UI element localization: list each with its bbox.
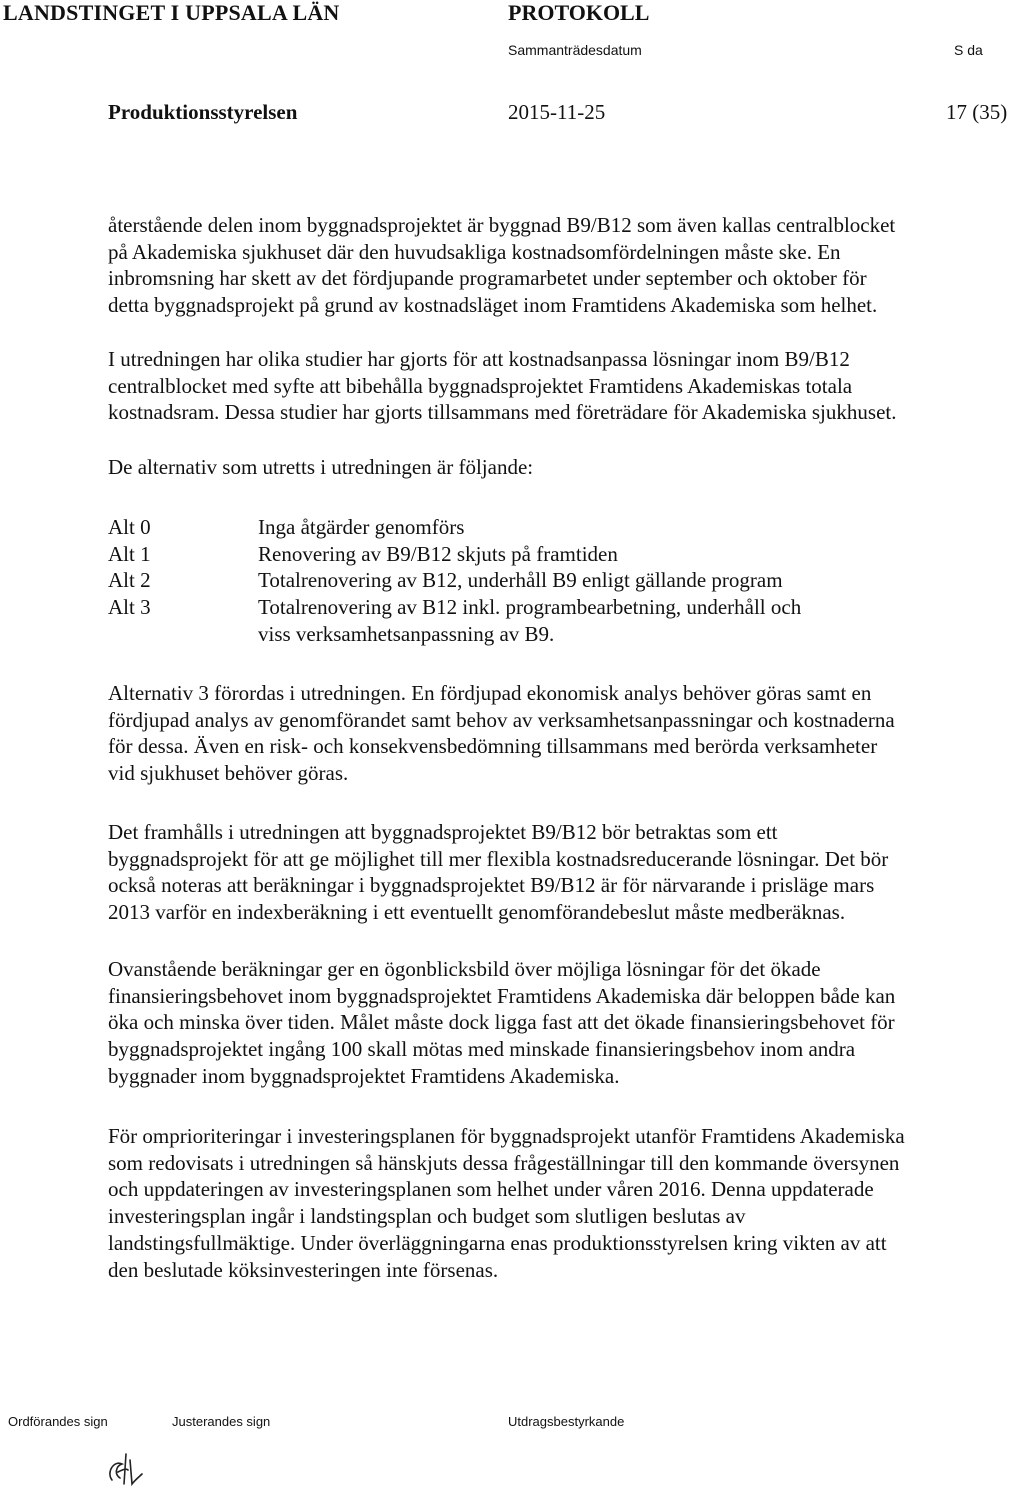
text-line: I utredningen har olika studier har gjorts för att kostnadsanpassa lösningar inom B9/B12: [108, 347, 850, 371]
alternative-code: Alt 1: [108, 541, 151, 566]
alternative-code: Alt 2: [108, 568, 151, 593]
paragraph: [108, 819, 1024, 926]
alternative-item: [108, 594, 801, 647]
paragraph: [108, 1123, 1024, 1283]
meeting-date: 2015-11-25: [508, 100, 606, 124]
text-line: För omprioriteringar i investeringsplanen för byggnadsprojekt utanför Framtidens Akademiska: [108, 1124, 905, 1148]
text-line: finansieringsbehovet inom byggnadsprojektet Framtidens Akademiska där beloppen både kan: [108, 983, 896, 1008]
alternative-item: [108, 567, 801, 594]
chair-signature-label: Ordförandes sign: [8, 1414, 108, 1429]
document-type: PROTOKOLL: [508, 0, 650, 25]
text-line: byggnader inom byggnadsprojektet Framtidens Akademiska.: [108, 1063, 620, 1088]
text-line: Totalrenovering av B12 inkl. programbearbetning, underhåll och: [258, 595, 802, 620]
text-line: viss verksamhetsanpassning av B9.: [258, 621, 555, 646]
text-line: som redovisats i utredningen så hänskjuts dessa frågeställningar till den kommande översynen: [108, 1150, 900, 1175]
text-line: byggnadsprojektet ingång 100 skall mötas med minskade finansieringsbehov inom andra: [108, 1037, 856, 1062]
text-line: inbromsning har skett av det fördjupande programarbetet under september och oktober för: [108, 266, 867, 291]
text-line: och uppdateringen av investeringsplanen som helhet under våren 2016. Denna uppdaterade: [108, 1177, 874, 1202]
text-line: Inga åtgärder genomförs: [258, 515, 465, 539]
text-line: på Akademiska sjukhuset där den huvudsakliga kostnadsomfördelningen måste ske. En: [108, 239, 841, 264]
alternative-item: [108, 514, 801, 541]
text-line: investeringsplan ingår i landstingsplan och budget som slutligen beslutas av: [108, 1204, 746, 1229]
text-line: Det framhålls i utredningen att byggnadsprojektet B9/B12 bör betraktas som ett: [108, 820, 778, 844]
text-line: Renovering av B9/B12 skjuts på framtiden: [258, 541, 618, 566]
alternative-description: [258, 541, 618, 568]
text-line: den beslutade köksinvesteringen inte försenas.: [108, 1257, 499, 1282]
text-line: byggnadsprojekt för att ge möjlighet till mer flexibla kostnadsreducerande lösningar. Det bör: [108, 846, 889, 871]
committee-name: Produktionsstyrelsen: [108, 100, 298, 124]
text-line: detta byggnadsprojekt på grund av kostnadsläget inom Framtidens Akademiska som helhet.: [108, 293, 878, 318]
text-line: Alternativ 3 förordas i utredningen. En fördjupad ekonomisk analys behöver göras samt en: [108, 681, 872, 705]
paragraph: [108, 680, 1024, 787]
text-line: återstående delen inom byggnadsprojektet är byggnad B9/B12 som även kallas centralblocket: [108, 213, 896, 237]
text-line: 2013 varför en indexberäkning i ett eventuellt genomförandebeslut måste medberäknas.: [108, 900, 846, 925]
alternative-description: [258, 567, 783, 594]
paragraph: [108, 346, 1024, 426]
handwritten-initials: [102, 1450, 150, 1490]
alternative-code: Alt 3: [108, 595, 151, 620]
text-line: vid sjukhuset behöver göras.: [108, 761, 349, 786]
paragraph: [108, 212, 1024, 319]
text-line: landstingsfullmäktige. Under överläggningarna enas produktionsstyrelsen kring vikten av att: [108, 1230, 887, 1255]
text-line: Totalrenovering av B12, underhåll B9 enligt gällande program: [258, 568, 783, 593]
text-line: också noteras att beräkningar i byggnadsprojektet B9/B12 är för närvarande i prisläge mars: [108, 873, 875, 898]
paragraph: [108, 454, 1024, 481]
paragraph: [108, 956, 1024, 1090]
page-label: S da: [954, 42, 983, 58]
text-line: för dessa. Även en risk- och konsekvensbedömning tillsammans med berörda verksamheter: [108, 734, 878, 759]
text-line: öka och minska över tiden. Målet måste dock ligga fast att det ökade finansieringsbehovet för: [108, 1010, 895, 1035]
alternative-item: [108, 541, 801, 568]
excerpt-certification-label: Utdragsbestyrkande: [508, 1414, 625, 1429]
meeting-date-label: Sammanträdesdatum: [508, 42, 642, 58]
adjuster-signature-label: Justerandes sign: [172, 1414, 271, 1429]
text-line: Ovanstående beräkningar ger en ögonblicksbild över möjliga lösningar för det ökade: [108, 957, 821, 981]
alternative-description: [258, 514, 464, 541]
organization-name: LANDSTINGET I UPPSALA LÄN: [3, 0, 340, 25]
text-line: fördjupad analys av genomförandet samt behov av verksamhetsanpassningar och kostnaderna: [108, 707, 895, 732]
page-number: 17 (35): [946, 100, 1008, 124]
text-line: kostnadsram. Dessa studier har gjorts tillsammans med företrädare för Akademiska sjukhuset.: [108, 400, 897, 425]
alternative-description: [258, 594, 801, 647]
text-line: centralblocket med syfte att bibehålla byggnadsprojektet Framtidens Akademiskas totala: [108, 373, 853, 398]
alternative-code: Alt 0: [108, 515, 151, 539]
alternatives-list: [108, 514, 801, 648]
text-line: De alternativ som utretts i utredningen är följande:: [108, 455, 534, 479]
